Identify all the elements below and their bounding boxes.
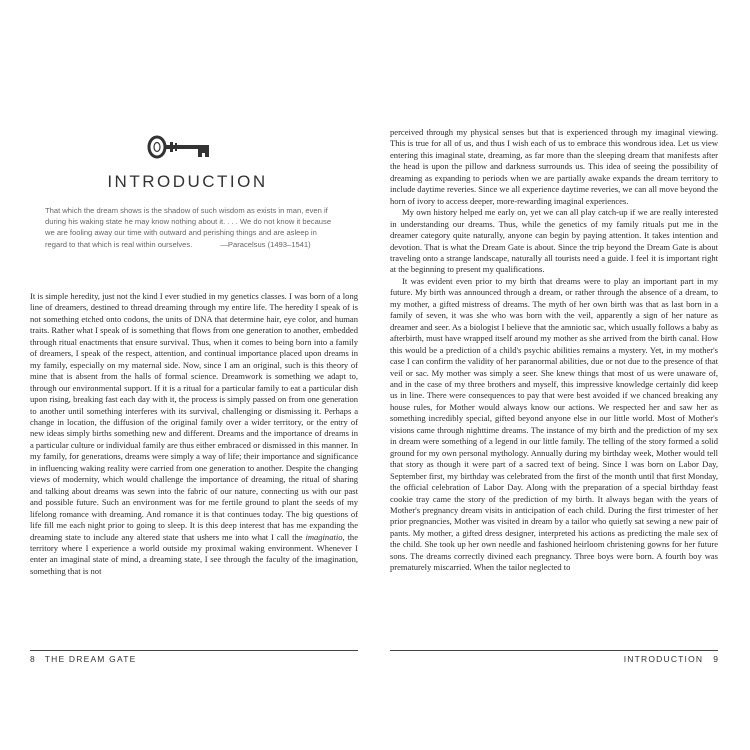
right-page: [375, 0, 750, 750]
page-number: 9: [713, 654, 718, 664]
epigraph-text: That which the dream shows is the shadow of such wisdom as exists in man, even if during his waking state he may know nothing about it. . . . We do not know it because we are fooling away our time with outward and perishing things and are asleep in regard to that which is real within ourselves.: [45, 206, 332, 249]
footer-rule: [390, 650, 718, 651]
body-paragraph: perceived through my physical senses but that is experienced through my imaginal viewing. This is true for all of us, and thus I wish each of us to embrace this wondrous idea. Let us view entering this imaginal state, dreaming, as far more than the sleeping dream that manifests after the head is upon the pillow and darkness surrounds us. This idea of seeing the possibility of dreaming as expanding to periods when we are partially awake expands the dream territory to include daytime reveries. Since we all experience daytime reveries, we can all move beyond the horn of ivory to access deeper, more-rewarding imaginal experiences.: [390, 127, 718, 206]
left-body-text: [30, 291, 358, 577]
running-head: THE DREAM GATE: [44, 654, 137, 664]
right-folio: [624, 654, 718, 664]
page-number: 8: [30, 654, 35, 664]
left-folio: [30, 654, 136, 664]
left-body-paragraph: [30, 291, 358, 577]
epigraph: [45, 205, 335, 250]
skeleton-key-icon: [146, 133, 214, 161]
body-paragraph: It was evident even prior to my birth that dreams were to play an important part in my future. My birth was announced through a dream, or rather through the absence of a dream, to my mother, a gifted mistress of dreams. The myth of her own birth was that as last born in a family of seven, it was she who was born with the veil, apparently a sign of her nature as dreamer and seer. As a biologist I believe that the amniotic sac, which usually follows a baby as afterbirth, must have wrapped itself around my mother as she arrived from the birth canal. How this would be a prediction of a child's psychic abilities remains a mystery. Yet, in my mother's case I can confirm the validity of her paranormal abilities, due or not due to the presence of that veil or sac. My mother was simply a seer. She knew things that most of us were unaware of, and in the case of my three brothers and myself, this impressive knowledge certainly did keep us in line. There were consequences to pay that were best avoided if we chanced breaking any house rules, for Mother would always know our actions. We respected her and saw her as something incredibly special, gifted beyond anyone else in our little world. Most of Mother's visions came through nighttime dreams. The instance of my birth and the prediction of my sex in dream were something of a legend in our little family. The telling of the story formed a solid ground for my own personal mythology. Annually during my birthday week, Mother would tell that story as though it were part of a sacred text of being. Since I was born on Labor Day, September first, my birthday was celebrated from the first of the month until that first Monday, the official celebration of Labor Day. Along with the preparation of a special birthday feast cookie tray came the story of the prediction of my birth. It always began with the years of Mother's pregnancy dream visits in anticipation of each child. During the first trimester of her prior pregnancies, Mother was visited in dream by a tailor who quietly sat sewing a new pair of pants. My mother, a gifted dress designer, interpreted his actions as predicting the male sex of the child. She took up her own needle and fashioned heirloom christening gowns for her future sons. The dreams correctly divined each pregnancy. Three boys were born. A fourth boy was prematurely miscarried. When the tailor neglected to: [390, 275, 718, 573]
running-head: INTRODUCTION: [623, 654, 704, 664]
footer-rule: [30, 650, 358, 651]
body-text-segment: It is simple heredity, just not the kind I ever studied in my genetics classes. I was born of a long line of dreamers, destined to thread dreaming through my entire life. The heredity I speak of is not something etched onto codons, the units of DNA that determine hair, eye color, and human traits. Rather what I speak of is something that flows from one generation to another, embedded through ritual enactments that ensure survival. Thus, when it comes to being born into a family of dreamers, I speak of the respect, attention, and continual importance placed upon dreams in my family, especially on my maternal side. Now, since I am an original, such is this theory of mine that is absent from the halls of formal science. Dreamwork is something we adapt to, through our environmental support. If it is a ritual for a particular family to eat a particular dish upon rising, breaking fast each day with it, the process is simply passed on from one generation to another until something interferes with its survival, challenging or dismissing it. Perhaps a change in location, the diffusion of the original family over a wider territory, or the entry of new ideas simply births something new and different. Dreams and the importance of dreams in a particular culture or individual family are thus either embraced or dismissed in this manner. In my family, for generations, dreams were simply a way of life; their importance and significance in influencing waking reality were carried from one generation to another. Despite the changing views of modernity, which would challenge the importance of dreaming, the ritual of sharing and talking about dreams was sewn into the fabric of our nature, connecting us with our past and possible future. Such an environment was for me fertile ground to plant the seeds of my lifelong romance with dreaming. And romance it is that continues today. The big questions of life fill me each night prior to going to sleep. It is this deep interest that has me expanding the dreaming state to include any altered state that ushers me into what I call the: [30, 291, 359, 542]
imaginatio-term: imaginatio: [305, 531, 343, 542]
epigraph-attribution: —Paracelsus (1493–1541): [220, 239, 311, 249]
chapter-title: INTRODUCTION: [107, 172, 268, 191]
right-body-text: [390, 127, 718, 574]
body-text-segment: , the territory where I experience a world outside my proximal waking environment. Whenever I enter an imaginal state of mind, a dreaming state, I see through the faculty of the imagination, something that is not: [30, 531, 358, 576]
body-paragraph: My own history helped me early on, yet we can all play catch-up if we are really interested in understanding our dreams. Thus, while the genetics of my family rituals put me in the dreamer category quite naturally, anyone can begin by paying attention. It takes intention and devotion. That is what the Dream Gate is about. Since the trip beyond the Dream Gate is about traveling onto a strange landscape, naturally all tourists need a guide. I feel it is important right at the beginning to present my qualifications.: [390, 207, 718, 275]
